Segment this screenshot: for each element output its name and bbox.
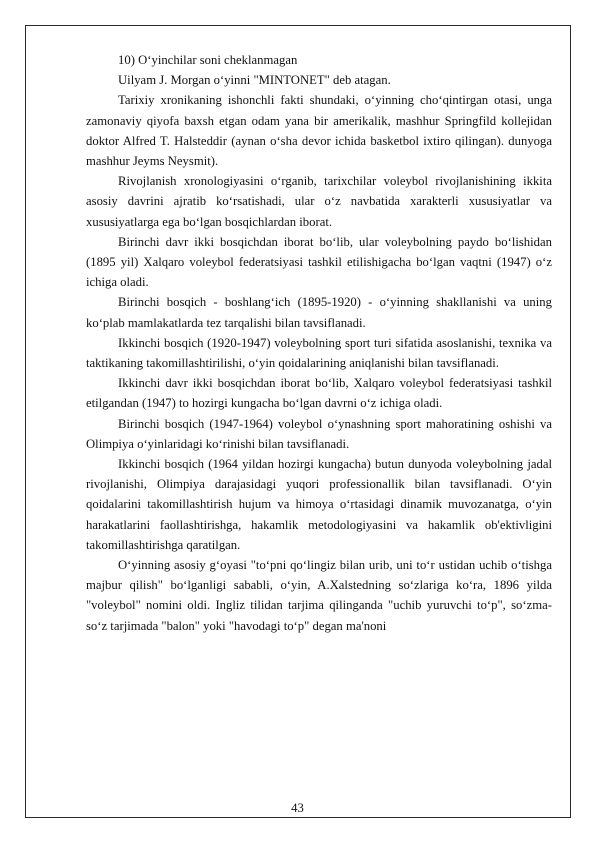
- document-body: [86, 50, 552, 636]
- paragraph-mintonet: Uilyam J. Morgan o‘yinni "MINTONET" deb atagan.: [118, 73, 391, 88]
- paragraph-stage-1947-1964: Birinchi bosqich (1947-1964) voleybol o‘ynashning sport mahoratining oshishi va Olimpiya o‘yinlaridagi ko‘rinishi bilan tavsiflanadi.: [86, 416, 552, 451]
- paragraph-halstead: Tarixiy xronikaning ishonchli fakti shundaki, o‘yinning cho‘qintirgan otasi, unga zamonaviy qiyofa baxsh etgan odam yana bir amerikalik, mashhur Springfild kollejidan doktor Alfred T. Halsteddir (aynan o‘sha devor ichida basketbol ixtiro qilingan). dunyoga mashhur Jeyms Neysmit).: [86, 93, 552, 169]
- paragraph-second-stage: Ikkinchi bosqich (1920-1947) voleybolning sport turi sifatida asoslanishi, texnika va taktikaning takomillashtirilishi, o‘yin qoidalarining aniqlanishi bilan tavsiflanadi.: [86, 335, 552, 371]
- paragraph-first-stage: Birinchi bosqich - boshlang‘ich (1895-1920) - o‘yinning shakllanishi va uning ko‘plab mamlakatlarda tez tarqalishi bilan tavsiflanadi.: [86, 295, 552, 330]
- paragraph-rule-10: 10) O‘yinchilar soni cheklanmagan: [118, 53, 298, 67]
- paragraph-stage-1964-present: Ikkinchi bosqich (1964 yildan hozirgi kungacha) butun dunyoda voleybolning jadal rivojlanishi, Olimpiya darajasidagi yuqori professionallik bilan tavsiflanadi. O‘yin qoidalarini takomillashtirish hujum va himoya o‘rtasidagi dinamik muvozanatga, o‘yin harakatlarini faollashtirishga, hakamlik metodologiyasini va hakamlik ob'ektivligini takomillashtirishga qaratilgan.: [86, 457, 552, 552]
- paragraph-second-period: Ikkinchi davr ikki bosqichdan iborat bo‘lib, Xalqaro voleybol federatsiyasi tashkil etilgandan (1947) to hozirgi kungacha bo‘lgan davrni o‘z ichiga oladi.: [86, 376, 552, 411]
- paragraph-first-period: Birinchi davr ikki bosqichdan iborat bo‘lib, ular voleybolning paydo bo‘lishidan (1895 yil) Xalqaro voleybol federatsiyasi tashkil etilishigacha bo‘lgan vaqtni (1947) o‘z ichiga oladi.: [86, 234, 552, 290]
- paragraph-chronology: Rivojlanish xronologiyasini o‘rganib, tarixchilar voleybol rivojlanishining ikkita asosiy davrini ajratib ko‘rsatishadi, ular o‘z navbatida xarakterli xususiyatlar va xususiyatlarga ega bo‘lgan bosqichlardan iborat.: [86, 174, 552, 229]
- paragraph-volleyball-name: O‘yinning asosiy g‘oyasi "to‘pni qo‘lingiz bilan urib, uni to‘r ustidan uchib o‘tishga majbur qilish" bo‘lganligi sababli, o‘yin, A.Xalstedning so‘zlariga ko‘ra, 1896 yilda "voleybol" nomini oldi. Ingliz tilidan tarjima qilinganda "uchib yuruvchi to‘p", so‘zma-so‘z tarjimada "balon" yoki "havodagi to‘p" degan ma'noni: [86, 558, 552, 633]
- page-number: 43: [291, 801, 304, 815]
